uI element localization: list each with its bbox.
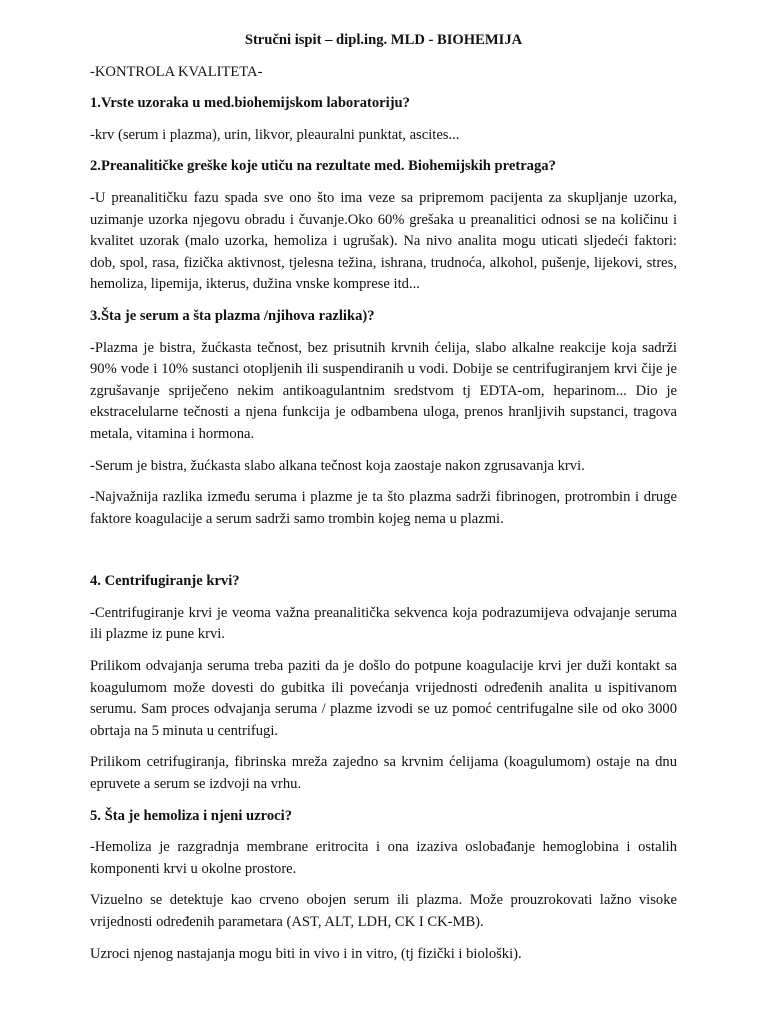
paragraph: Prilikom cetrifugiranja, fibrinska mreža zajedno sa krvnim ćelijama (koagulumom) ostaje na dnu epruvete a serum se izdvoji na vrhu.	[90, 754, 677, 793]
document-page	[90, 30, 677, 975]
paragraph: -Plazma je bistra, žućkasta tečnost, bez prisutnih krvnih ćelija, slabo alkalne reakcije koja sadrži 90% vode i 10% sustanci otopljenih ili suspendiranih u vodi. Dobije se centrifugiranjem krvi čije je zgrušavanje spriječeno nekim antikoagulantnim sredstvom tj EDTA-om, heparinom... Dio je ekstracelularne tečnosti a njena funkcija je odbambena uloga, prenos hranljivih supstanci, tragova metala, vitamina i hormona.	[90, 339, 677, 442]
paragraph: Vizuelno se detektuje kao crveno obojen serum ili plazma. Može prouzrokovati lažno visoke vrijednosti određenih parametara (AST, ALT, LDH, CK I CK-MB).	[90, 892, 677, 930]
question-heading: 4. Centrifugiranje krvi?	[90, 573, 240, 590]
paragraph: -Centrifugiranje krvi je veoma važna preanalitička sekvenca koja podrazumijeva odvajanje seruma ili plazme iz pune krvi.	[90, 604, 677, 643]
paragraph: -Hemoliza je razgradnja membrane eritrocita i ona izaziva oslobađanje hemoglobina i ostalih komponenti krvi u okolne prostore.	[90, 839, 677, 877]
paragraph: -Najvažnija razlika između seruma i plazme je ta što plazma sadrži fibrinogen, protrombin i druge faktore koagulacije a serum sadrži samo trombin kojeg nema u plazmi.	[90, 489, 677, 527]
paragraph: -Serum je bistra, žućkasta slabo alkana tečnost koja zaostaje nakon zgrusavanja krvi.	[90, 457, 585, 474]
blank-space	[90, 540, 677, 571]
question-heading: 5. Šta je hemoliza i njeni uzroci?	[90, 807, 292, 824]
question-heading: 2.Preanalitičke greške koje utiču na rezultate med. Biohemijskih pretraga?	[90, 158, 556, 175]
question-heading: 1.Vrste uzoraka u med.biohemijskom laboratoriju?	[90, 95, 410, 112]
paragraph: -U preanalitičku fazu spada sve ono što ima veze sa pripremom pacijenta za skupljanje uzorka, uzimanje uzorka njegovu obradu i čuvanje.Oko 60% grešaka u preanalitici odnosi se na količinu i kvalitet uzorak (malo uzorka, hemoliza i ugrušak). Na nivo analita mogu uticati sljedeći faktori: dob, spol, rasa, fizička aktivnost, tjelesna težina, ishrana, trudnoća, alkohol, pušenje, lijekovi, stres, hemoliza, lipemija, ikterus, dužina vnske kompresе itd...	[90, 189, 677, 293]
paragraph: Prilikom odvajanja seruma treba paziti da je došlo do potpune koagulacije krvi jer duži kontakt sa koagulumom može dovesti do gubitka ili povećanja vrijednosti određenih analita u ispitivanom serumu. Sam proces odvajanja seruma / plazme izvodi se uz pomoć centrifugalne sile od oko 3000 obrtaja na 5 minuta u centrifugi.	[90, 658, 677, 739]
paragraph: -krv (serum i plazma), urin, likvor, pleauralni punktat, ascites...	[90, 126, 460, 143]
paragraph: Uzroci njenog nastajanja mogu biti in vivo i in vitro, (tj fizički i biološki).	[90, 945, 522, 962]
question-heading: 3.Šta je serum a šta plazma /njihova razlika)?	[90, 307, 375, 324]
section-heading: -KONTROLA KVALITETA-	[90, 63, 263, 80]
document-title: Stručni ispit – dipl.ing. MLD - BIOHEMIJA	[244, 32, 523, 48]
